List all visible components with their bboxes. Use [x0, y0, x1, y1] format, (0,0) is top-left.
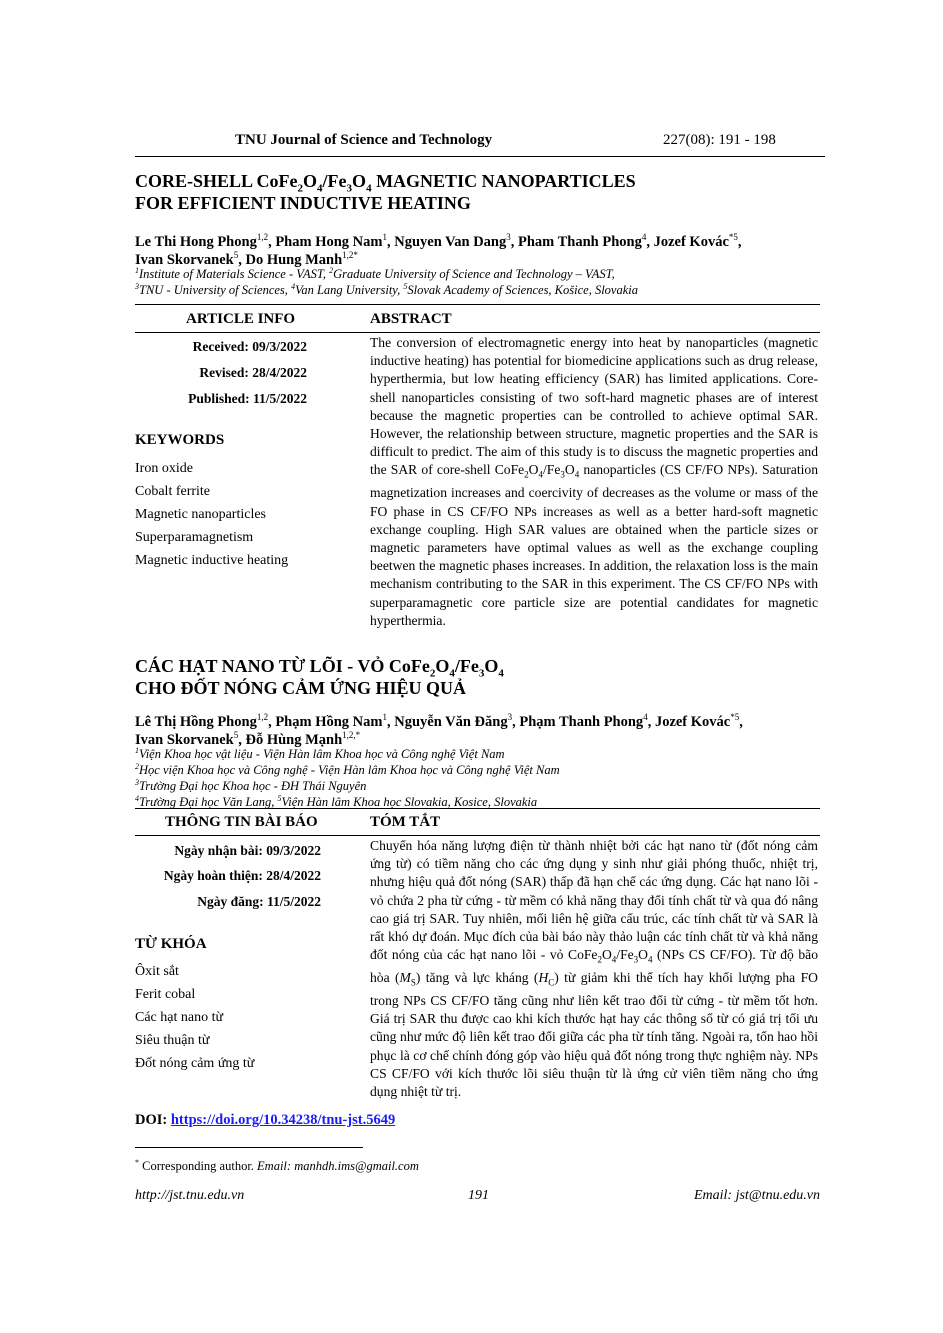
english-received-date: Received: 09/3/2022 [192, 339, 307, 354]
english-keyword: Magnetic nanoparticles [135, 507, 267, 522]
page-number: 191 [468, 1188, 489, 1203]
journal-header [135, 132, 825, 158]
doi-line [135, 1112, 395, 1129]
vietnamese-affiliation: $^3$Trường Đại học Khoa học - ĐH Thái Nguyên [135, 778, 367, 794]
vietnamese-section-head-rule [135, 835, 820, 836]
journal-name: TNU Journal of Science and Technology [235, 132, 493, 148]
vietnamese-title-line1: CÁC HẠT NANO TỪ LÕI - VỎ $CoFe_2O_4/Fe_3O_4$ [135, 656, 504, 680]
vietnamese-article-info-heading: THÔNG TIN BÀI BÁO [165, 814, 318, 830]
english-abstract-heading: ABSTRACT [370, 311, 452, 327]
journal-volume-pages: 227(08): 191 - 198 [663, 132, 776, 148]
english-affiliations-line2: $^3$TNU - University of Sciences, $^4$Van Lang University, $^5$Slovak Academy of Sciences, Košice, Slovakia [135, 282, 638, 298]
vietnamese-published-date: Ngày đăng: 11/5/2022 [197, 894, 321, 909]
vietnamese-revised-date: Ngày hoàn thiện: 28/4/2022 [163, 868, 321, 883]
english-keyword: Cobalt ferrite [135, 484, 211, 499]
vietnamese-received-date: Ngày nhận bài: 09/3/2022 [174, 843, 321, 858]
english-keyword: Magnetic inductive heating [135, 553, 289, 568]
vietnamese-keyword: Ôxit sắt [135, 964, 179, 979]
english-authors-line2: Ivan Skorvanek$^5$, Do Hung Manh$^{1,2*}$ [135, 250, 358, 268]
doi-link[interactable]: https://doi.org/10.34238/tnu-jst.5649 [170, 1112, 396, 1128]
english-keyword: Superparamagnetism [135, 530, 254, 545]
vietnamese-keywords-heading: TỪ KHÓA [135, 936, 207, 952]
doi-label: DOI: [135, 1112, 171, 1128]
english-title-line2: FOR EFFICIENT INDUCTIVE HEATING [135, 193, 471, 213]
vietnamese-abstract-text: Chuyển hóa năng lượng điện từ thành nhiệt bởi các hạt nano từ (đốt nóng cảm ứng từ) có tiềm năng cho các ứng dụng y sinh như giải phóng thuốc, nhiệt trị, nhưng hiệu quả đốt nóng (SAR) thấp đã hạn chế các ứng dụng. Các hạt nano lõi - vỏ chứa 2 pha từ cứng - từ mềm có khả năng thay đổi tính chất từ và qua đó nâng cao giá trị SAR. Tuy nhiên, mối liên hệ giữa cấu trúc, các tính chất từ và SAR là rất khó dự đoán. Mục đích của bài báo này thảo luận các tính chất từ và khả năng đốt nóng của các hạt nano lõi - vỏ $CoFe_2O_4/Fe_3O_4$ (NPs CS CF/FO). Từ độ bão hòa $(M_S)$ tăng và lực kháng $(H_C)$ từ giảm khi thể tích hay khối lượng pha FO trong NPs CS CF/FO tăng cũng như liên kết trao đổi từ cứng - từ mềm tốt hơn. Giá trị SAR thu được cao khi kích thước hạt hay các thông số từ có giá trị tối ưu cũng như mức độ liên kết trao đổi giữa các pha từ tính tăng. Ngoài ra, tổn hao hồi phục là cơ chế chính đóng góp vào hiệu quả đốt nóng trong thực nghiệm này. NPs CS CF/FO với kích thước lõi siêu thuận từ là ứng cử viên tiềm năng cho ứng dụng nhiệt từ trị. [370, 838, 818, 1100]
vietnamese-keyword: Đốt nóng cảm ứng từ [135, 1056, 255, 1071]
vietnamese-keyword: Ferit cobal [135, 987, 196, 1002]
english-revised-date: Revised: 28/4/2022 [199, 365, 307, 380]
vietnamese-affiliation: $^2$Học viện Khoa học và Công nghệ - Viện Hàn lâm Khoa học và Công nghệ Việt Nam [135, 762, 560, 778]
footer-email: Email: jst@tnu.edu.vn [693, 1188, 820, 1203]
english-keyword: Iron oxide [135, 461, 193, 476]
vietnamese-affiliation: $^1$Viện Khoa học vật liệu - Viện Hàn lâm Khoa học và Công nghệ Việt Nam [135, 746, 505, 762]
footnote-rule [135, 1147, 363, 1148]
footer-website: http://jst.tnu.edu.vn [135, 1188, 245, 1203]
english-keywords-heading: KEYWORDS [135, 432, 225, 448]
vietnamese-affiliation: $^4$Trường Đại học Văn Lang, $^5$Viện Hàn lâm Khoa học Slovakia, Kosice, Slovakia [135, 794, 538, 810]
english-published-date: Published: 11/5/2022 [188, 391, 307, 406]
english-abstract-text: The conversion of electromagnetic energy into heat by nanoparticles (magnetic inductive heating) has potential for biomedicine applications such as drug release, hyperthermia, but low heating efficiency (SAR) has limited applications. Core-shell nanoparticles consisting of two soft-hard magnetic phases are of interest because the magnetic properties can be controlled to achieve optimal SAR. However, the relationship between structure, magnetic properties and the SAR is difficult to predict. The aim of this study is to discuss the magnetic properties and the SAR of core-shell $CoFe_2O_4/Fe_3O_4$ nanoparticles (CS CF/FO NPs). Saturation magnetization increases and coercivity of decreases as the volume or mass of the FO phase in CS CF/FO NPs increases as well as a better hard-soft magnetic exchange coupling. High SAR values are obtained when the particle sizes or magnetic parameters have optimal values as well as the exchange coupling beetwen the magnetic phases increases. In addition, the relaxation loss is the main mechanism contributing to the SAR in this experiment. The CS CF/FO NPs with superparamagnetic core particle size are potential candidates for magnetic hyperthermia. [370, 335, 818, 628]
vietnamese-abstract-heading: TÓM TẮT [370, 814, 441, 830]
english-affiliations-line1: $^1$Institute of Materials Science - VAST, $^2$Graduate University of Science and Technology – VAST, [135, 266, 615, 282]
vietnamese-authors-line2: Ivan Skorvanek$^5$, Đỗ Hùng Mạnh$^{1,2,*}$ [135, 730, 361, 748]
vietnamese-title-line2: CHO ĐỐT NÓNG CẢM ỨNG HIỆU QUẢ [135, 678, 467, 698]
vietnamese-authors-line1: Lê Thị Hồng Phong$^{1,2}$, Phạm Hồng Nam$^1$, Nguyễn Văn Đăng$^3$, Phạm Thanh Phong$^4$, Jozef Kovác$^{*5}$, [135, 712, 743, 730]
english-authors-line1: Le Thi Hong Phong$^{1,2}$, Pham Hong Nam$^1$, Nguyen Van Dang$^3$, Pham Thanh Phong$^4$, Jozef Kovác$^{*5}$, [135, 232, 742, 250]
vietnamese-keyword: Siêu thuận từ [135, 1033, 210, 1048]
english-section-top-rule [135, 304, 820, 305]
header-divider [135, 156, 825, 157]
english-title-line1: CORE-SHELL $CoFe_2O_4/Fe_3O_4$ MAGNETIC NANOPARTICLES [135, 171, 636, 195]
corresponding-author-footnote: * Corresponding author. Email: manhdh.ims@gmail.com [135, 1158, 419, 1174]
vietnamese-keyword: Các hạt nano từ [135, 1010, 224, 1025]
vietnamese-section-top-rule [135, 808, 820, 809]
english-article-info-heading: ARTICLE INFO [186, 311, 296, 327]
english-section-head-rule [135, 332, 820, 333]
